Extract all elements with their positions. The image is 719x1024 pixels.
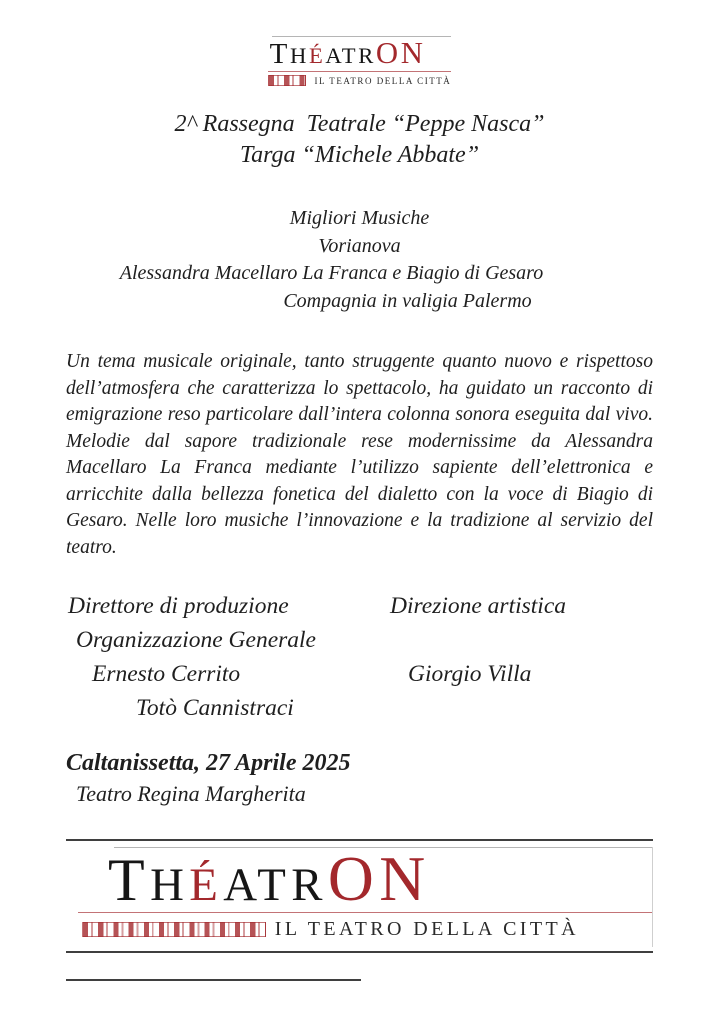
theatron-logo-small [268, 36, 452, 86]
credits-block [66, 589, 653, 725]
logo-letter-accent: É [189, 859, 224, 912]
logo-letters-accent: ON [327, 843, 431, 915]
logo-letters-accent: ON [375, 36, 426, 70]
credits-row [66, 623, 653, 657]
event-title-line2: Targa “Michele Abbate” [239, 142, 480, 169]
film-strip-icon [268, 75, 306, 87]
logo-letters: ATR [325, 43, 376, 68]
credits-empty-cell [390, 623, 653, 657]
logo-wordmark [268, 36, 452, 70]
header-logo-area [66, 0, 653, 91]
date-block [66, 747, 653, 809]
logo-tagline-row [78, 916, 652, 947]
motivation-paragraph: Un tema musicale originale, tanto struggente quanto nuovo e rispettoso dell’atmosfera che caratterizza lo spettacolo, ha guidato un racconto di emigrazione reso particolare dall’intera colonna sonora eseguita dal vivo. Melodie dal sapore tradizionale rese modernissime da Alessandra Macellaro La Franca mediante l’utilizzo sapiente dell’elettronica e arricchite dalla bellezza fonetica del dialetto con la voce di Biagio di Gesaro. Nelle loro musiche l’innovazione e la tradizione al servizio del teatro. [66, 351, 653, 558]
logo-tagline: IL TEATRO DELLA CITTÀ [314, 75, 452, 86]
logo-tagline-row [268, 75, 452, 87]
credit-name-giorgio-villa: Giorgio Villa [408, 661, 532, 688]
credits-row [66, 657, 653, 691]
event-title-line1: 2^ Rassegna Teatrale “Peppe Nasca” [174, 111, 545, 138]
logo-red-rule [78, 912, 652, 913]
award-category: Migliori Musiche [289, 207, 430, 230]
venue-line: Teatro Regina Margherita [76, 781, 306, 807]
award-block [66, 205, 653, 315]
logo-letters: ATR [223, 859, 328, 912]
logo-letter: H [289, 43, 309, 68]
logo-letter: T [108, 847, 151, 914]
credit-role-artistic-direction: Direzione artistica [390, 593, 567, 620]
signature-line-2 [66, 951, 653, 953]
logo-wordmark [78, 843, 652, 915]
logo-red-rule [268, 71, 452, 72]
credits-row [66, 691, 653, 725]
theatron-logo-large [78, 843, 653, 946]
award-work: Vorianova [318, 234, 401, 257]
credit-role-production-director: Direttore di produzione [68, 593, 289, 620]
award-recipients: Alessandra Macellaro La Franca e Biagio di Gesaro [119, 262, 544, 285]
event-title [66, 109, 653, 171]
logo-letter: T [269, 38, 290, 70]
credits-empty-cell [390, 691, 653, 725]
signature-line-3 [66, 979, 361, 981]
logo-tagline: IL TEATRO DELLA CITTÀ [274, 917, 579, 940]
film-strip-icon [82, 922, 266, 937]
signature-line-1 [66, 839, 653, 841]
credit-role-general-organization: Organizzazione Generale [76, 627, 316, 654]
credit-name-ernesto-cerrito: Ernesto Cerrito [92, 661, 241, 688]
logo-letter-accent: É [308, 43, 326, 68]
logo-letter: H [150, 859, 190, 912]
date-line: Caltanissetta, 27 Aprile 2025 [66, 750, 351, 777]
credit-name-toto-cannistraci: Totò Cannistraci [136, 695, 294, 722]
credits-row [66, 589, 653, 623]
award-company: Compagnia in valigia Palermo [283, 289, 532, 312]
